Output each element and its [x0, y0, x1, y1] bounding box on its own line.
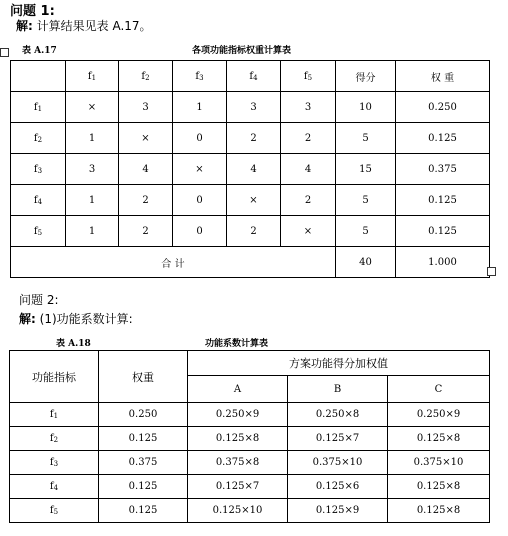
- table-cell: 0.125×7: [188, 475, 288, 499]
- func-subscript: 4: [253, 73, 258, 82]
- table-cell: 0.125×9: [288, 499, 388, 523]
- table-18-label: 表 A.18: [56, 339, 91, 349]
- table-cell: 2: [281, 185, 336, 216]
- func-letter: f: [49, 505, 54, 516]
- header-cell: [281, 61, 336, 92]
- header-cell: [227, 61, 281, 92]
- func-letter: f: [195, 70, 200, 82]
- func-letter: f: [303, 70, 308, 82]
- func-subscript: 5: [37, 228, 43, 237]
- table-row: [11, 123, 490, 154]
- header-cell: [173, 61, 227, 92]
- answer-label: 解:: [16, 19, 33, 33]
- table-cell: 15: [336, 154, 396, 185]
- header-cell: [119, 61, 173, 92]
- table-row: [11, 154, 490, 185]
- table-cell: 0.375: [396, 154, 490, 185]
- question-1-heading: 问题 1:: [10, 4, 55, 19]
- func-letter: f: [33, 132, 38, 144]
- row-label-cell: [11, 216, 66, 247]
- table-cell: 0.125: [99, 499, 188, 523]
- table-cell: 0: [173, 216, 227, 247]
- table-cell: 0.250: [99, 403, 188, 427]
- answer-text: (1)功能系数计算:: [39, 312, 133, 326]
- header-weight: 权重: [99, 351, 188, 403]
- func-letter: f: [33, 101, 38, 113]
- table-cell: 0.125×8: [388, 499, 490, 523]
- row-label-cell: [11, 185, 66, 216]
- answer-text: 计算结果见表 A.17。: [36, 19, 152, 33]
- table-cell: 0.375×10: [388, 451, 490, 475]
- table-cell: 0.375: [99, 451, 188, 475]
- table-cell: 2: [119, 216, 173, 247]
- table-cell: 2: [227, 123, 281, 154]
- answer-label: 解:: [19, 312, 36, 326]
- row-label-cell: [11, 123, 66, 154]
- table-cell: 1: [173, 92, 227, 123]
- table-cell: ×: [281, 216, 336, 247]
- table-cell: 10: [336, 92, 396, 123]
- func-subscript: 4: [53, 484, 59, 492]
- table-cell: 3: [66, 154, 119, 185]
- func-subscript: 2: [37, 135, 43, 144]
- func-subscript: 5: [307, 73, 313, 82]
- header-cell: 权 重: [396, 61, 490, 92]
- func-letter: f: [49, 457, 54, 468]
- table-cell: 2: [281, 123, 336, 154]
- table-cell: 3: [281, 92, 336, 123]
- table-row: [10, 499, 490, 523]
- total-label: 合 计: [11, 247, 336, 278]
- table-header-row: [10, 351, 490, 376]
- header-cell: 得分: [336, 61, 396, 92]
- table-move-handle[interactable]: [0, 48, 9, 57]
- func-letter: f: [33, 225, 38, 237]
- row-label-cell: [10, 499, 99, 523]
- table-cell: 0: [173, 185, 227, 216]
- func-letter: f: [249, 70, 254, 82]
- table-cell: 0.125×10: [188, 499, 288, 523]
- table-cell: 0.125: [396, 185, 490, 216]
- table-cell: 2: [119, 185, 173, 216]
- table-cell: 0.250×9: [188, 403, 288, 427]
- func-subscript: 3: [53, 460, 59, 468]
- table-cell: 0.125×8: [388, 475, 490, 499]
- table-cell: 0: [173, 123, 227, 154]
- table-cell: 0.125×8: [388, 427, 490, 451]
- table-row: [10, 475, 490, 499]
- table-cell: 0.250: [396, 92, 490, 123]
- func-subscript: 3: [199, 73, 204, 82]
- table-17-title: 各项功能指标权重计算表: [192, 46, 292, 56]
- func-subscript: 2: [53, 436, 59, 444]
- table-cell: 4: [281, 154, 336, 185]
- question-2-answer: [19, 310, 133, 327]
- table-18-title: 功能系数计算表: [205, 339, 269, 349]
- function-coefficient-table: [9, 350, 490, 523]
- table-row: [10, 451, 490, 475]
- header-plan-group: 方案功能得分加权值: [188, 351, 490, 376]
- table-cell: 0.250×8: [288, 403, 388, 427]
- func-subscript: 4: [37, 197, 43, 206]
- table-cell: 1: [66, 123, 119, 154]
- func-letter: f: [141, 70, 146, 82]
- table-cell: 5: [336, 185, 396, 216]
- table-row: [10, 427, 490, 451]
- row-label-cell: [10, 451, 99, 475]
- weight-table: [10, 60, 490, 278]
- func-subscript: 3: [37, 166, 43, 175]
- question-1-answer: [16, 17, 152, 34]
- header-plan: C: [388, 376, 490, 403]
- table-cell: 0.125: [99, 427, 188, 451]
- table-row: [10, 403, 490, 427]
- header-cell: [66, 61, 119, 92]
- table-cell: 1: [66, 216, 119, 247]
- total-score: 40: [336, 247, 396, 278]
- table-row: [11, 92, 490, 123]
- func-letter: f: [33, 194, 38, 206]
- row-label-cell: [11, 92, 66, 123]
- table-cell: ×: [173, 154, 227, 185]
- table-resize-handle[interactable]: [487, 267, 496, 276]
- row-label-cell: [10, 403, 99, 427]
- row-label-cell: [10, 427, 99, 451]
- table-cell: 0.125: [396, 123, 490, 154]
- table-row: [11, 216, 490, 247]
- table-cell: 2: [227, 216, 281, 247]
- table-row: [11, 185, 490, 216]
- table-cell: 0.250×9: [388, 403, 490, 427]
- table-cell: ×: [119, 123, 173, 154]
- question-2-heading: 问题 2:: [19, 293, 59, 307]
- total-row: [11, 247, 490, 278]
- func-subscript: 2: [145, 73, 150, 82]
- table-cell: 3: [227, 92, 281, 123]
- row-label-cell: [11, 154, 66, 185]
- table-cell: 4: [119, 154, 173, 185]
- func-letter: f: [87, 70, 92, 82]
- func-subscript: 1: [37, 104, 43, 113]
- table-cell: 1: [66, 185, 119, 216]
- func-subscript: 1: [53, 412, 59, 420]
- func-letter: f: [49, 409, 54, 420]
- table-cell: 5: [336, 216, 396, 247]
- func-letter: f: [49, 433, 54, 444]
- table-cell: 0.125×7: [288, 427, 388, 451]
- table-cell: 0.375×10: [288, 451, 388, 475]
- table-cell: 0.125: [99, 475, 188, 499]
- table-cell: ×: [227, 185, 281, 216]
- func-letter: f: [33, 163, 38, 175]
- func-subscript: 1: [91, 73, 97, 82]
- table-cell: 0.375×8: [188, 451, 288, 475]
- header-plan: A: [188, 376, 288, 403]
- total-weight: 1.000: [396, 247, 490, 278]
- table-cell: 3: [119, 92, 173, 123]
- table-cell: 0.125: [396, 216, 490, 247]
- table-cell: 0.125×6: [288, 475, 388, 499]
- header-function-index: 功能指标: [10, 351, 99, 403]
- table-cell: 4: [227, 154, 281, 185]
- table-cell: 0.125×8: [188, 427, 288, 451]
- header-cell: [11, 61, 66, 92]
- func-subscript: 5: [53, 508, 59, 516]
- func-letter: f: [49, 481, 54, 492]
- table-cell: 5: [336, 123, 396, 154]
- table-cell: ×: [66, 92, 119, 123]
- row-label-cell: [10, 475, 99, 499]
- table-header-row: [11, 61, 490, 92]
- table-17-label: 表 A.17: [22, 46, 57, 56]
- header-plan: B: [288, 376, 388, 403]
